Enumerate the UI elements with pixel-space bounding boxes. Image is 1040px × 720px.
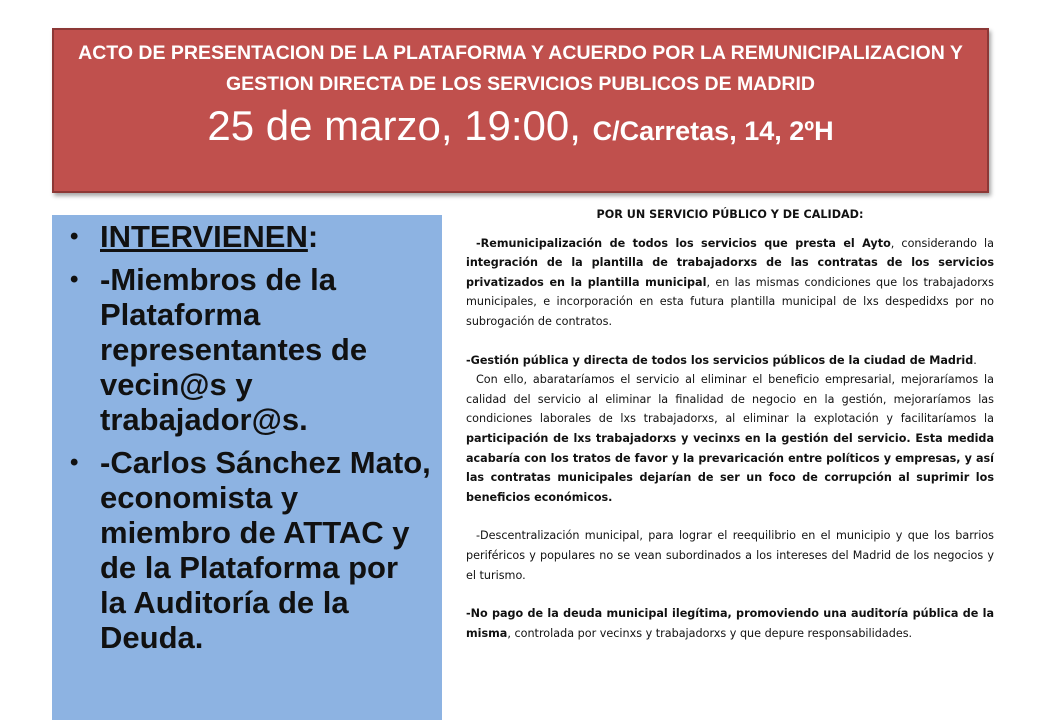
speakers-panel <box>52 215 442 720</box>
proposals-text <box>466 205 994 643</box>
proposal-debt-title: -No pago de la deuda municipal ilegítima, promoviendo una auditoría pública de la misma <box>466 607 994 640</box>
proposal-public-management-end: . <box>973 353 977 367</box>
speaker-text: -Carlos Sánchez Mato, economista y miembro de ATTAC y de la Plataforma por la Auditoría de la Deuda. <box>100 445 431 655</box>
proposal-benefits-body: Con ello, abarataríamos el servicio al eliminar el beneficio empresarial, mejoraríamos la calidad del servicio al eliminar la finalidad de negocio en la gestión, mejoraríamos las condiciones laborales de lxs trabajadorxs, al eliminar la explotación y facilitaríamos la <box>466 373 994 426</box>
event-location: C/Carretas, 14, 2ºH <box>592 116 834 146</box>
bullet-icon: • <box>70 223 79 250</box>
event-title: ACTO DE PRESENTACION DE LA PLATAFORMA Y ACUERDO POR LA REMUNICIPALIZACION Y GESTION DIRECTA DE LOS SERVICIOS PUBLICOS DE MADRID <box>78 42 963 95</box>
proposal-benefits <box>466 370 994 507</box>
proposal-remunicipalization-emphasis: integración de la plantilla de trabajadorxs de las contratas de los servicios privatizados en la plantilla municipal <box>466 256 994 289</box>
proposal-benefits-emphasis: participación de lxs trabajadorxs y vecinxs en la gestión del servicio. Esta medida acabaría con los tratos de favor y la prevaricación entre políticos y empresas, y así las contratas municipales dejarían de ser un foco de corrupción al suprimir los beneficios económicos. <box>466 431 994 504</box>
proposal-debt <box>466 604 994 643</box>
speakers-heading-colon: : <box>307 219 319 254</box>
event-details <box>74 100 967 157</box>
proposal-remunicipalization-body: , en las mismas condiciones que los trabajadorxs municipales, e incorporación en esta futura plantilla municipal de lxs despedidxs por no subrogación de contratos. <box>466 275 994 328</box>
speakers-list <box>62 219 432 655</box>
proposal-public-management-title: -Gestión pública y directa de todos los servicios públicos de la ciudad de Madrid <box>466 353 974 367</box>
speaker-text: -Miembros de la Plataforma representantes de vecin@s y trabajador@s. <box>100 262 368 437</box>
speaker-item <box>62 445 432 655</box>
event-header <box>52 28 989 193</box>
proposal-decentralization-title: -Descentralización municipal <box>476 529 640 543</box>
bullet-icon: • <box>70 266 79 293</box>
speakers-heading-item <box>62 219 432 254</box>
proposal-decentralization-body: , para lograr el reequilibrio en el municipio y que los barrios periféricos y populares no se vean subordinados a los intereses del Madrid de los negocios y el turismo. <box>466 529 994 582</box>
speakers-heading: INTERVIENEN <box>100 219 308 254</box>
proposals-heading: POR UN SERVICIO PÚBLICO Y DE CALIDAD: <box>596 208 864 221</box>
proposal-decentralization <box>466 526 994 585</box>
speaker-item <box>62 262 432 437</box>
proposal-remunicipalization-title: -Remunicipalización de todos los servicios que presta el Ayto <box>476 236 891 250</box>
proposal-debt-body: , controlada por vecinxs y trabajadorxs y que depure responsabilidades. <box>507 626 913 640</box>
proposal-public-management <box>466 351 994 371</box>
event-date-time: 25 de marzo, 19:00, <box>207 102 593 149</box>
proposal-remunicipalization <box>466 234 994 332</box>
bullet-icon: • <box>70 449 79 476</box>
proposal-remunicipalization-mid: , considerando la <box>890 236 994 250</box>
